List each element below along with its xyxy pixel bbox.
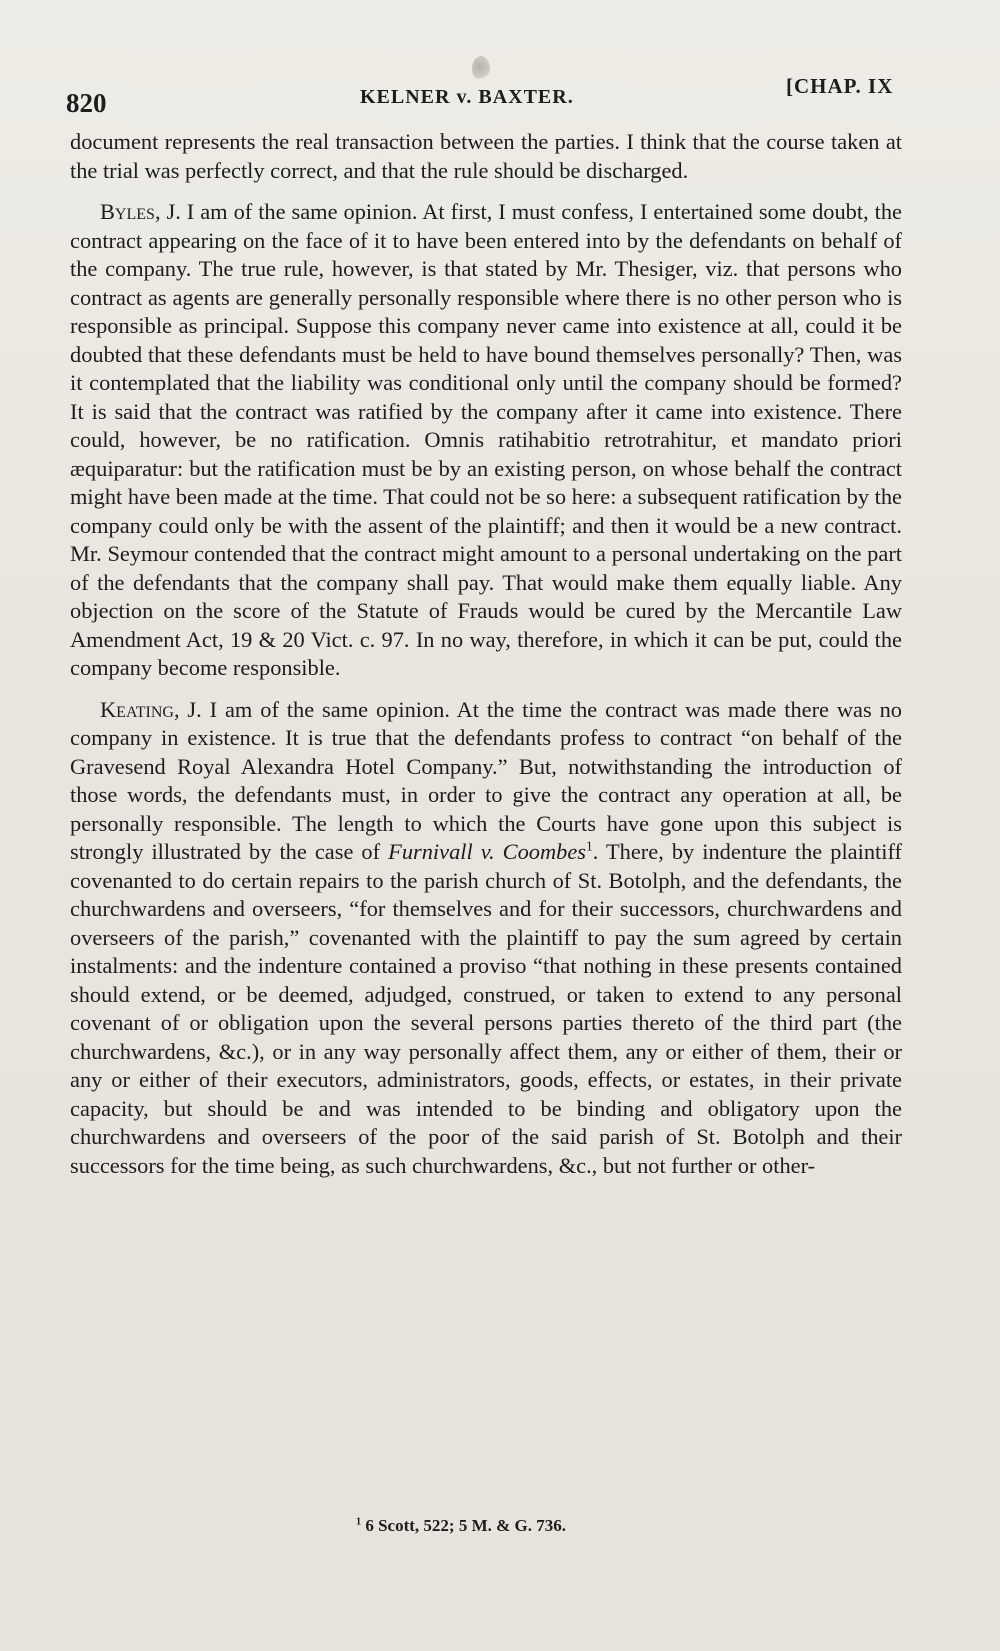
paragraph-conclusion: document represents the real transaction between the parties. I think that the course taken at the trial was perfectly correct, and that the rule should be discharged. [70,129,902,183]
judge-name-byles: Byles [100,199,155,224]
footnote-marker: 1 [356,1516,362,1528]
case-citation: Furnivall v. Coombes [388,839,587,864]
printer-ornament [472,56,490,82]
footnote [356,1516,566,1536]
page-number: 820 [66,88,107,118]
chapter-label: [CHAP. IX [786,74,894,98]
paragraph-keating-opinion [70,696,902,1181]
keating-opinion-text-part2: . There, by indenture the plaintiff covenanted to do certain repairs to the parish church of St. Botolph, and the defendants, the churchwardens and overseers, “for themselves and for their successors, churchwardens and overseers of the parish,” covenanted with the plaintiff to pay the sum agreed by certain instalments: and the indenture contained a proviso “that nothing in these presents contained should extend, or be deemed, adjudged, construed, or taken to extend to any personal covenant of or obligation upon the several persons parties thereto of the third part (the churchwardens, &c.), or in any way personally affect them, any or either of them, their or any or either of their executors, administrators, goods, effects, or estates, in their private capacity, but should be and was intended to be binding and obligatory upon the churchwardens and overseers of the poor of the said parish of St. Botolph and their successors for the time being, as such churchwardens, &c., but not further or other- [70,839,902,1178]
keating-opinion-text-part1: , J. I am of the same opinion. At the time the contract was made there was no company in existence. It is true that the defendants profess to contract “on behalf of the Gravesend Royal Alexandra Hotel Company.” But, notwithstanding the introduction of those words, the defendants must, in order to give the contract any operation at all, be personally responsible. The length to which the Courts have gone upon this subject is strongly illustrated by the case of [70,696,902,864]
paragraph-byles-opinion [70,198,902,683]
byles-opinion-text: , J. I am of the same opinion. At first, I must confess, I entertained some doubt, the contract appearing on the face of it to have been entered into by the defendants on behalf of the company. The true rule, however, is that stated by Mr. Thesiger, viz. that persons who contract as agents are generally personally responsible where there is no other person who is responsible as principal. Suppose this company never came into existence at all, could it be doubted that these defendants must be held to have bound themselves personally? Then, was it contemplated that the liability was conditional only until the company should be formed? It is said that the contract was ratified by the company after it came into existence. There could, however, be no ratification. Omnis ratihabitio retrotrahitur, et mandato priori æquiparatur: but the ratification must be by an existing person, on whose behalf the contract might have been made at the time. That could not be so here: a subsequent ratification by the company could only be with the assent of the plaintiff; and then it would be a new contract. Mr. Seymour contended that the contract might amount to a personal undertaking on the part of the defendants that the company shall pay. That would make them equally liable. Any objection on the score of the Statute of Frauds would be cured by the Mercantile Law Amendment Act, 19 & 20 Vict. c. 97. In no way, therefore, in which it can be put, could the company become responsible. [70,199,902,680]
running-title: KELNER v. BAXTER. [360,86,574,108]
footnote-reference: 1 [586,838,593,854]
footnote-text: 6 Scott, 522; 5 M. & G. 736. [361,1516,567,1535]
judge-name-keating: Keating [100,696,174,722]
main-text [70,128,902,1180]
